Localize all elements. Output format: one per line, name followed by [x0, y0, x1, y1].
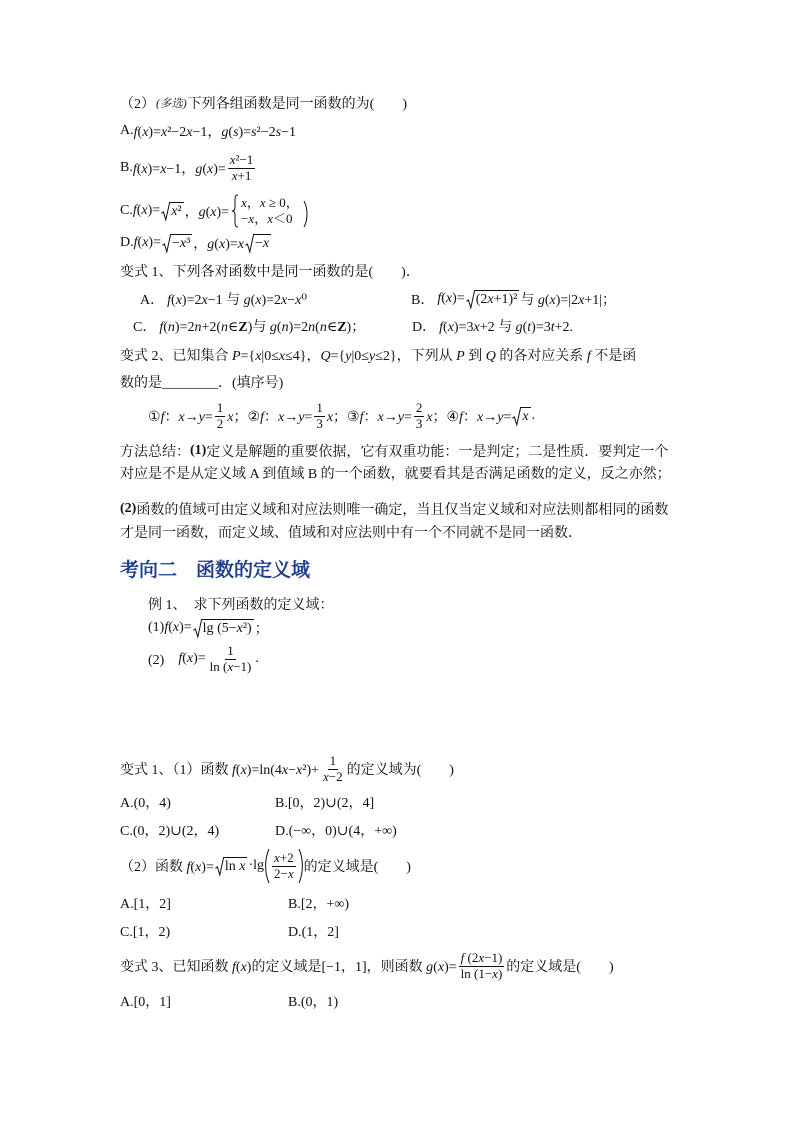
math-variable: x [186, 125, 193, 140]
math-variable: x [210, 205, 217, 220]
math-variable: x [172, 620, 180, 635]
math-variable: x [141, 203, 148, 218]
square-root [512, 407, 530, 426]
math-variable: x [178, 410, 185, 425]
radical-sign-icon [215, 857, 224, 876]
fraction-denominator: ln (1−x) [460, 965, 503, 981]
math-variable: s [233, 125, 239, 140]
math-variable: x [255, 293, 262, 308]
math-variable: P [232, 349, 241, 364]
option-text: A.[0，1] [120, 995, 171, 1010]
fraction-numerator: 2 [415, 399, 423, 415]
radical-sign-stroke [513, 407, 522, 424]
mapping-prefix: ②f：x→y= [247, 410, 313, 425]
radicand: ln x [224, 858, 246, 874]
math-variable: x [241, 194, 247, 210]
math-variable: s [275, 125, 282, 140]
fraction [272, 851, 296, 882]
variant-1b-question-1-option-c [120, 810, 219, 850]
math-variable: g [426, 960, 434, 975]
math-variable: x [237, 237, 244, 252]
question-2-option-b [120, 148, 257, 188]
variant-3-stem [120, 946, 614, 986]
fraction-numerator: 1 [227, 642, 234, 658]
math-variable: x [447, 320, 454, 335]
math-variable: x [160, 162, 167, 177]
radical-sign-stroke [162, 234, 171, 251]
math-variable: x [296, 763, 303, 778]
square-root [161, 202, 183, 221]
math-variable: x [445, 291, 453, 306]
integer-set-symbol: Z [238, 320, 248, 335]
radicand [521, 407, 530, 426]
right-bracket-icon [303, 200, 309, 228]
question-text: 数的是________．(填序号) [120, 376, 284, 391]
option-text: C.(0，2)∪(2，4) [120, 824, 220, 839]
radical-sign-icon [193, 619, 202, 638]
math-variable: y [497, 410, 504, 425]
question-text: 下列各组函数是同一函数的为( ) [187, 97, 407, 112]
summary-title: 方法总结： [120, 445, 190, 460]
option-text: B.[2，+∞) [288, 897, 350, 912]
option-text: A.[1，2] [120, 897, 171, 912]
fraction-denominator: 3 [316, 415, 323, 431]
option-expression: f(x)= [133, 235, 161, 250]
math-variable: t [527, 320, 532, 335]
option-text: B.(0，1) [288, 995, 339, 1010]
fraction-numerator: 1 [216, 399, 224, 415]
summary-line-2 [120, 453, 671, 493]
fraction-numerator: x²−1 [229, 151, 254, 167]
option-label: A. [120, 123, 134, 138]
math-variable: x [227, 658, 234, 674]
math-variable: x [477, 410, 484, 425]
summary-point-number: (1) [190, 443, 207, 458]
question-text: 变式 2、已知集合 P={x|0≤x≤4}，Q={y|0≤y≤2}，下列从 P 到 Q 的各对应关系 f 不是函 [120, 349, 637, 364]
summary-line-4 [120, 512, 582, 552]
radical-sign-stroke [193, 619, 202, 636]
math-variable: f [132, 162, 137, 177]
math-variable: f [586, 349, 591, 364]
mapping-prefix: ③f：x→y= [347, 410, 412, 425]
part-label: (1) [148, 620, 165, 635]
part-expression: f(x)= [164, 620, 192, 635]
math-variable: y [198, 410, 205, 425]
option-text: C.[1，2) [120, 925, 171, 940]
math-variable: x [259, 194, 266, 210]
math-variable: f [260, 410, 264, 425]
math-variable: g [198, 205, 206, 220]
option-expression: f(x)= [132, 203, 161, 218]
math-variable: x [248, 211, 255, 226]
section-heading: 考向二 函数的定义域 [120, 558, 311, 581]
math-variable: n [167, 320, 175, 335]
math-variable: x [160, 125, 168, 140]
math-variable: x [201, 293, 208, 308]
math-variable: t [550, 320, 555, 335]
left-paren-stroke [266, 849, 269, 883]
option-label: B. [120, 160, 133, 175]
math-variable: s [251, 125, 257, 140]
fraction-numerator: x+2 [274, 849, 294, 865]
mapping-prefix: ④f：x→y= [446, 410, 512, 425]
fraction-denominator: ln (x−1) [209, 658, 252, 674]
math-variable: x [377, 410, 384, 425]
option-expression: 与 g(x)=|2x+1|； [520, 293, 617, 308]
radical-sign-stroke [162, 202, 171, 219]
math-variable: f [186, 860, 191, 875]
variant-1b-question-2-stem [120, 846, 411, 886]
math-variable: x [240, 763, 247, 778]
math-variable: x [236, 620, 243, 636]
fraction [321, 754, 345, 785]
math-variable: x [171, 203, 178, 219]
radical-sign-icon [512, 407, 521, 426]
option-text: B.[0，2)∪(2，4] [275, 796, 375, 811]
option-expression: f(x)=2x−1 与 g(x)=2x−x⁰ [167, 293, 308, 308]
math-variable: x [437, 960, 445, 975]
mapping-suffix: x； [426, 410, 447, 425]
question-text: 的定义域是( ) [303, 860, 411, 875]
part-punctuation: . [255, 651, 259, 666]
option-expression: f(x)= [437, 291, 465, 306]
math-variable: g [195, 162, 203, 177]
math-variable: f [459, 410, 463, 425]
parenthesized-fraction [264, 848, 304, 884]
math-variable: f [133, 235, 138, 250]
option-text: D.(1，2] [288, 925, 339, 940]
summary-text: 才是同一函数，而定义域、值域和对应法则中有一个不同就不是同一函数． [120, 526, 582, 541]
math-variable: Q [320, 349, 331, 364]
math-variable: f [133, 125, 138, 140]
math-variable: x [262, 235, 270, 251]
radical-sign-icon [245, 234, 254, 253]
math-variable: f [132, 203, 137, 218]
integer-set-symbol: Z [337, 320, 347, 335]
math-variable: g [537, 293, 545, 308]
math-variable: g [207, 237, 215, 252]
math-variable: x [487, 291, 494, 307]
math-variable: n [281, 320, 289, 335]
option-label: C. [120, 203, 133, 218]
math-variable: x [295, 293, 302, 308]
fraction [208, 644, 254, 675]
math-variable: x [281, 293, 288, 308]
math-variable: f [159, 320, 164, 335]
math-variable: x [267, 211, 273, 226]
math-variable: f [232, 960, 236, 975]
right-paren-stroke [299, 849, 302, 883]
question-text: （2）函数 f(x)= [120, 860, 214, 875]
option-expression: f(x)=x−1，g(x)= [132, 162, 226, 177]
math-variable: x [175, 293, 182, 308]
question-text: 变式 3、已知函数 f(x)的定义域是[−1，1]，则函数 g(x)= [120, 960, 457, 975]
variant-3-option-a [120, 981, 171, 1021]
question-text: 例 1、 求下列函数的定义域： [148, 598, 334, 613]
math-variable: n [319, 320, 327, 335]
math-variable: x [239, 858, 246, 874]
math-variable: x [326, 410, 334, 425]
mapping-suffix: x； [326, 410, 348, 425]
radicand: −x [254, 235, 270, 251]
square-root [162, 234, 192, 253]
math-variable: f [160, 410, 165, 425]
math-variable: n [221, 320, 229, 335]
math-variable: x [142, 235, 149, 250]
radical-sign-stroke [466, 290, 475, 307]
math-variable: x [478, 949, 485, 965]
math-variable: x [142, 125, 149, 140]
variant-2-mappings [148, 396, 535, 436]
fraction-denominator: 2−x [274, 865, 294, 881]
fraction [228, 153, 256, 184]
math-variable: f [167, 293, 172, 308]
fraction-denominator: x+1 [231, 167, 252, 183]
fraction-numerator: 1 [329, 752, 337, 768]
part-punctuation: ； [254, 622, 269, 637]
fraction-numerator: f (2x−1) [460, 949, 503, 965]
option-expression: ，g(x)=x [193, 237, 244, 252]
mapping-prefix: ①f：x→y= [148, 410, 213, 425]
summary-point-number: (2) [120, 501, 137, 516]
math-variable: x [227, 410, 234, 425]
radicand: (2x+1)² [475, 291, 518, 307]
math-variable: x [141, 162, 148, 177]
option-expression: f(x)=3x+2 与 g(t)=3t+2. [439, 320, 574, 335]
math-variable: x [549, 293, 556, 308]
left-paren-icon [264, 848, 270, 884]
math-variable: g [221, 125, 229, 140]
math-variable: x [179, 235, 187, 251]
summary-text: 函数的值域可由定义域和对应法则唯一确定，当且仅当定义域和对应法则都相同的函数 [136, 503, 669, 518]
math-variable: g [243, 293, 251, 308]
square-root [215, 857, 248, 876]
option-label: D． [412, 320, 437, 335]
mapping-suffix: . [531, 408, 536, 423]
math-variable: f [359, 410, 364, 425]
square-root [193, 619, 254, 638]
math-variable: x [277, 410, 285, 425]
question-text: ·lg [248, 858, 265, 873]
example-1-part-2 [148, 639, 259, 679]
math-variable: x [278, 349, 286, 364]
math-variable: f [178, 651, 183, 666]
radical-sign-icon [161, 202, 170, 221]
multiple-choice-tag: (多选) [156, 98, 187, 110]
math-variable: f [437, 291, 442, 306]
math-variable: x [281, 763, 289, 778]
math-variable: y [397, 410, 404, 425]
question-text: 变式 1、（1）函数 f(x)=ln(4x−x²)+ [120, 763, 320, 778]
option-label: D. [120, 235, 134, 250]
question-text: 的定义域为( ) [346, 763, 454, 778]
fraction [414, 401, 425, 432]
case-row: −x，x＜0 [241, 211, 293, 226]
math-variable: x [186, 651, 194, 666]
radical-sign-stroke [245, 234, 254, 251]
option-expression: f(x)=x²−2x−1，g(s)=s²−2s−1 [133, 125, 296, 140]
part-label: (2) [148, 653, 179, 668]
right-bracket-stroke [304, 201, 307, 227]
variant-3-option-b [288, 981, 338, 1021]
math-variable: g [515, 320, 523, 335]
math-variable: x [195, 860, 202, 875]
math-variable: x [323, 768, 329, 784]
variant-1b-question-1-option-d [275, 810, 397, 850]
math-variable: n [194, 320, 202, 335]
fraction-numerator: 1 [316, 399, 323, 415]
option-text: D.(−∞，0)∪(4，+∞) [275, 824, 397, 839]
question-text: 的定义域是( ) [506, 960, 614, 975]
math-variable: x [231, 167, 238, 183]
option-expression: f(n)=2n+2(n∈Z)与 g(n)=2n(n∈Z)； [159, 320, 366, 335]
question-number: （2） [120, 97, 155, 112]
math-variable: x [473, 320, 480, 335]
math-variable: y [298, 410, 305, 425]
part-expression: f(x)= [178, 651, 206, 666]
option-label: A． [140, 293, 165, 308]
math-variable: x [578, 293, 585, 308]
summary-text: 定义是解题的重要依据，它有双重功能：一是判定；二是性质．要判定一个 [206, 445, 669, 460]
math-variable: n [308, 320, 316, 335]
math-variable: f [439, 320, 444, 335]
math-variable: x [274, 849, 280, 865]
radicand: −x³ [171, 235, 191, 251]
fraction [215, 401, 226, 432]
variant-1b-question-2-option-d [288, 911, 339, 951]
math-variable: x [255, 349, 262, 364]
question-text: 变式 1、下列各对函数中是同一函数的是( )． [120, 265, 420, 280]
mapping-suffix: x； [227, 410, 248, 425]
math-variable: x [287, 865, 294, 881]
option-label: C． [133, 320, 157, 335]
fraction-denominator: x−2 [323, 768, 343, 784]
summary-text: 对应是不是从定义域 A 到值域 B 的一个函数，就要看其是否满足函数的定义，反之亦然； [120, 467, 671, 482]
radicand: x² [171, 203, 182, 219]
fraction [459, 951, 505, 982]
math-variable: y [369, 349, 376, 364]
math-variable: x [206, 162, 214, 177]
math-variable: P [456, 349, 465, 364]
radical-sign-stroke [215, 857, 224, 874]
fraction [314, 401, 325, 432]
radical-sign-icon [162, 234, 171, 253]
math-variable: x [218, 237, 226, 252]
case-row: x，x ≥ 0， [241, 194, 299, 210]
option-text: A.(0，4) [120, 796, 171, 811]
math-variable: Q [485, 349, 496, 364]
math-variable: x [492, 965, 498, 981]
option-expression: ，g(x)= [184, 205, 230, 220]
fraction-denominator: 2 [216, 415, 224, 431]
option-label: B． [411, 293, 435, 308]
math-variable: f [232, 763, 236, 778]
math-variable: f [460, 949, 465, 965]
square-root [245, 234, 271, 253]
variant-1b-question-2-option-c [120, 911, 170, 951]
fraction-denominator: 3 [415, 415, 423, 431]
math-variable: g [269, 320, 277, 335]
radicand: lg (5−x²) [202, 620, 252, 636]
math-variable: y [345, 349, 352, 364]
math-variable: x [426, 410, 433, 425]
math-variable: x [229, 151, 236, 167]
math-variable: x [240, 960, 247, 975]
math-variable: f [164, 620, 169, 635]
question-2-option-a [120, 111, 296, 151]
math-variable: x [522, 408, 529, 424]
